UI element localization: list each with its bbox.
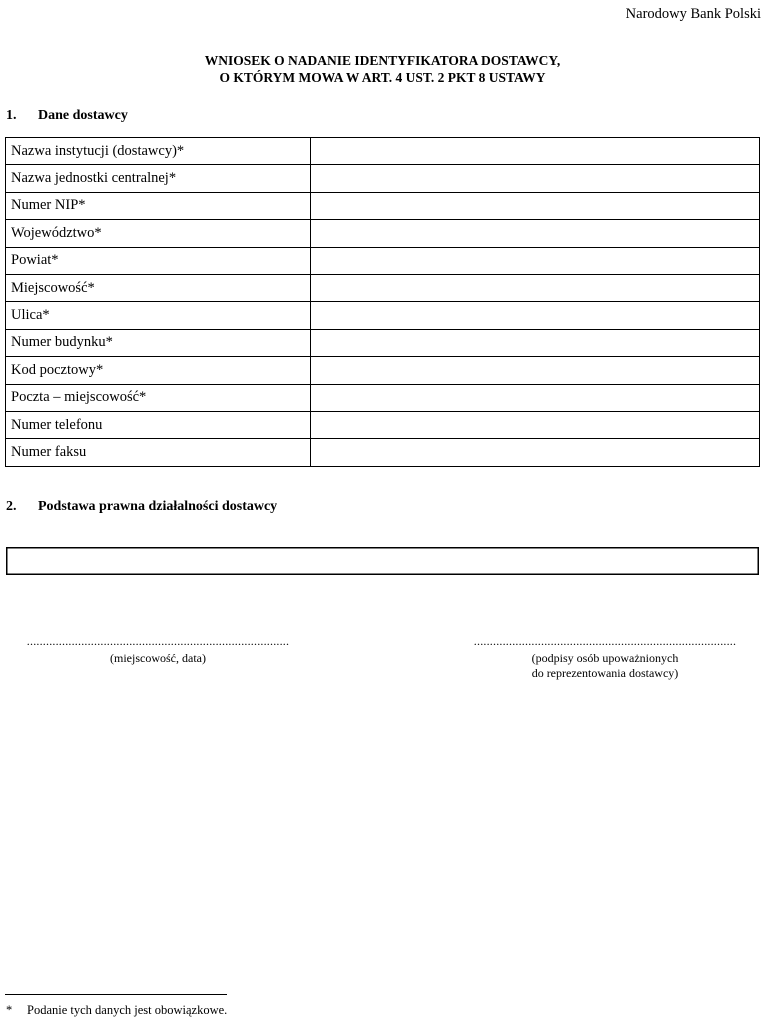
table-row	[6, 302, 760, 329]
table-row	[6, 220, 760, 247]
section-2-title: Podstawa prawna działalności dostawcy	[38, 499, 278, 514]
field-label: Numer budynku*	[6, 329, 311, 356]
field-value[interactable]	[311, 357, 760, 384]
field-label: Poczta – miejscowość*	[6, 384, 311, 411]
field-label: Powiat*	[6, 247, 311, 274]
field-value[interactable]	[311, 384, 760, 411]
table-row	[6, 357, 760, 384]
field-value[interactable]	[311, 411, 760, 438]
field-label: Nazwa instytucji (dostawcy)*	[6, 138, 311, 165]
footnote-divider	[5, 994, 227, 995]
authorized-signatures-caption-line-2: do reprezentowania dostawcy)	[531, 666, 679, 680]
section-2-heading	[6, 499, 277, 515]
field-label: Numer NIP*	[6, 192, 311, 219]
authorized-signatures-block	[455, 634, 755, 681]
table-row	[6, 329, 760, 356]
field-label: Nazwa jednostki centralnej*	[6, 165, 311, 192]
table-row	[6, 247, 760, 274]
field-value[interactable]	[311, 302, 760, 329]
form-title-line-2: O KTÓRYM MOWA W ART. 4 UST. 2 PKT 8 USTAWY	[219, 70, 546, 85]
form-title-line-1: WNIOSEK O NADANIE IDENTYFIKATORA DOSTAWCY,	[204, 53, 561, 68]
form-title	[0, 52, 765, 86]
place-date-caption: (miejscowość, data)	[110, 651, 206, 665]
field-value[interactable]	[311, 329, 760, 356]
field-value[interactable]	[311, 247, 760, 274]
authorized-signatures-caption-line-1: (podpisy osób upoważnionych	[531, 651, 679, 665]
section-1-heading	[6, 108, 128, 124]
authorized-signatures-dotted-line[interactable]: ..................................................................................	[473, 634, 737, 648]
field-label: Ulica*	[6, 302, 311, 329]
table-row	[6, 138, 760, 165]
field-label: Numer faksu	[6, 439, 311, 466]
supplier-data-table	[5, 137, 760, 467]
field-label: Kod pocztowy*	[6, 357, 311, 384]
field-value[interactable]	[311, 274, 760, 301]
table-row	[6, 439, 760, 466]
authorized-signatures-caption	[455, 651, 755, 681]
table-row	[6, 192, 760, 219]
footnote	[6, 1003, 227, 1018]
footnote-text: Podanie tych danych jest obowiązkowe.	[27, 1003, 228, 1017]
table-row	[6, 411, 760, 438]
field-value[interactable]	[311, 220, 760, 247]
field-label: Numer telefonu	[6, 411, 311, 438]
place-date-signature-block	[8, 634, 308, 666]
legal-basis-field[interactable]	[6, 547, 759, 575]
field-value[interactable]	[311, 138, 760, 165]
table-row	[6, 274, 760, 301]
footnote-mark: *	[6, 1003, 13, 1017]
table-row	[6, 384, 760, 411]
section-1-number: 1.	[6, 108, 17, 123]
table-row	[6, 165, 760, 192]
section-2-number: 2.	[6, 499, 17, 514]
field-value[interactable]	[311, 165, 760, 192]
field-label: Miejscowość*	[6, 274, 311, 301]
section-1-title: Dane dostawcy	[38, 108, 128, 123]
field-value[interactable]	[311, 439, 760, 466]
place-date-dotted-line[interactable]: ..................................................................................	[26, 634, 290, 648]
issuer-name: Narodowy Bank Polski	[625, 6, 761, 22]
field-label: Województwo*	[6, 220, 311, 247]
field-value[interactable]	[311, 192, 760, 219]
